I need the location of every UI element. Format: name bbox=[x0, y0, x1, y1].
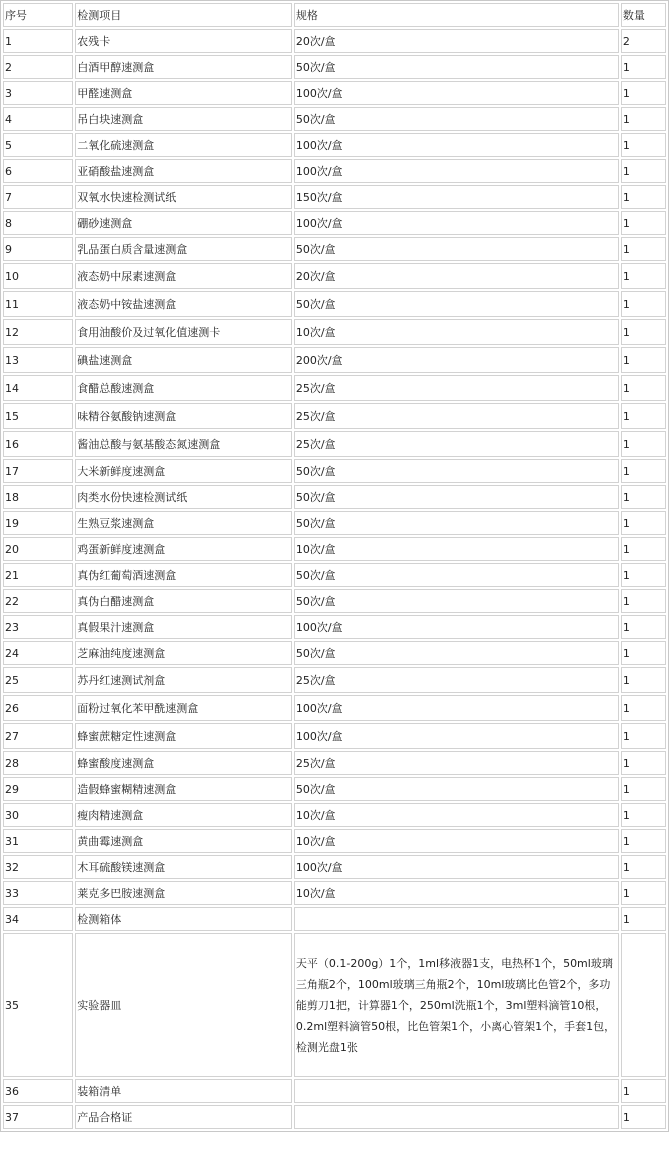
row-spec: 25次/盒 bbox=[294, 751, 619, 775]
table-row bbox=[3, 29, 666, 53]
row-spec: 100次/盒 bbox=[294, 695, 619, 721]
table-row bbox=[3, 537, 666, 561]
row-item: 食醋总酸速测盒 bbox=[75, 375, 292, 401]
row-qty: 1 bbox=[621, 723, 666, 749]
row-qty: 1 bbox=[621, 563, 666, 587]
row-item: 食用油酸价及过氧化值速测卡 bbox=[75, 319, 292, 345]
table-row bbox=[3, 1079, 666, 1103]
row-item: 造假蜂蜜糊精速测盒 bbox=[75, 777, 292, 801]
table-row bbox=[3, 107, 666, 131]
row-spec: 100次/盒 bbox=[294, 615, 619, 639]
row-spec: 50次/盒 bbox=[294, 485, 619, 509]
row-item: 木耳硫酸镁速测盒 bbox=[75, 855, 292, 879]
row-qty: 1 bbox=[621, 667, 666, 693]
row-spec: 10次/盒 bbox=[294, 881, 619, 905]
row-item: 酱油总酸与氨基酸态氮速测盒 bbox=[75, 431, 292, 457]
row-qty: 1 bbox=[621, 347, 666, 373]
row-qty: 1 bbox=[621, 1079, 666, 1103]
row-item: 农残卡 bbox=[75, 29, 292, 53]
row-number: 8 bbox=[3, 211, 73, 235]
row-spec: 100次/盒 bbox=[294, 133, 619, 157]
row-number: 6 bbox=[3, 159, 73, 183]
row-item: 大米新鲜度速测盒 bbox=[75, 459, 292, 483]
row-qty: 1 bbox=[621, 803, 666, 827]
row-item: 芝麻油纯度速测盒 bbox=[75, 641, 292, 665]
row-spec bbox=[294, 907, 619, 931]
row-spec bbox=[294, 1105, 619, 1129]
row-number: 16 bbox=[3, 431, 73, 457]
table-row bbox=[3, 511, 666, 535]
table-row bbox=[3, 55, 666, 79]
row-number: 37 bbox=[3, 1105, 73, 1129]
row-number: 31 bbox=[3, 829, 73, 853]
table-header-row bbox=[3, 3, 666, 27]
table-row bbox=[3, 695, 666, 721]
row-qty: 1 bbox=[621, 431, 666, 457]
row-spec: 50次/盒 bbox=[294, 55, 619, 79]
header-item: 检测项目 bbox=[75, 3, 292, 27]
table-row bbox=[3, 319, 666, 345]
row-spec: 50次/盒 bbox=[294, 237, 619, 261]
row-qty: 1 bbox=[621, 907, 666, 931]
row-item: 液态奶中铵盐速测盒 bbox=[75, 291, 292, 317]
row-number: 36 bbox=[3, 1079, 73, 1103]
row-item: 蜂蜜蔗糖定性速测盒 bbox=[75, 723, 292, 749]
table-row bbox=[3, 751, 666, 775]
row-number: 24 bbox=[3, 641, 73, 665]
row-qty: 1 bbox=[621, 459, 666, 483]
row-qty: 1 bbox=[621, 589, 666, 613]
table-row bbox=[3, 803, 666, 827]
row-qty: 1 bbox=[621, 263, 666, 289]
table-row bbox=[3, 237, 666, 261]
row-spec: 50次/盒 bbox=[294, 777, 619, 801]
row-spec: 100次/盒 bbox=[294, 855, 619, 879]
table-row bbox=[3, 855, 666, 879]
table-row bbox=[3, 933, 666, 1077]
row-qty: 1 bbox=[621, 511, 666, 535]
row-number: 10 bbox=[3, 263, 73, 289]
header-qty: 数量 bbox=[621, 3, 666, 27]
row-item: 碘盐速测盒 bbox=[75, 347, 292, 373]
table-row bbox=[3, 777, 666, 801]
row-qty: 1 bbox=[621, 615, 666, 639]
row-spec: 25次/盒 bbox=[294, 375, 619, 401]
row-number: 23 bbox=[3, 615, 73, 639]
row-spec: 25次/盒 bbox=[294, 403, 619, 429]
table-row bbox=[3, 347, 666, 373]
table-row bbox=[3, 403, 666, 429]
row-item: 鸡蛋新鲜度速测盒 bbox=[75, 537, 292, 561]
row-number: 29 bbox=[3, 777, 73, 801]
row-spec: 10次/盒 bbox=[294, 319, 619, 345]
table-row bbox=[3, 459, 666, 483]
row-qty: 1 bbox=[621, 829, 666, 853]
row-item: 白酒甲醇速测盒 bbox=[75, 55, 292, 79]
row-item: 味精谷氨酸钠速测盒 bbox=[75, 403, 292, 429]
row-spec: 50次/盒 bbox=[294, 641, 619, 665]
row-item: 吊白块速测盒 bbox=[75, 107, 292, 131]
row-number: 26 bbox=[3, 695, 73, 721]
row-item: 实验器皿 bbox=[75, 933, 292, 1077]
row-qty: 1 bbox=[621, 319, 666, 345]
table-row bbox=[3, 291, 666, 317]
row-number: 32 bbox=[3, 855, 73, 879]
row-spec: 25次/盒 bbox=[294, 667, 619, 693]
row-item: 黄曲霉速测盒 bbox=[75, 829, 292, 853]
row-spec: 50次/盒 bbox=[294, 291, 619, 317]
row-qty: 1 bbox=[621, 185, 666, 209]
row-number: 1 bbox=[3, 29, 73, 53]
row-qty: 1 bbox=[621, 107, 666, 131]
row-qty: 1 bbox=[621, 1105, 666, 1129]
table-row bbox=[3, 431, 666, 457]
row-spec: 150次/盒 bbox=[294, 185, 619, 209]
row-item: 硼砂速测盒 bbox=[75, 211, 292, 235]
row-item: 装箱清单 bbox=[75, 1079, 292, 1103]
table-row bbox=[3, 133, 666, 157]
row-number: 18 bbox=[3, 485, 73, 509]
row-number: 33 bbox=[3, 881, 73, 905]
row-number: 34 bbox=[3, 907, 73, 931]
row-number: 17 bbox=[3, 459, 73, 483]
table-row bbox=[3, 1105, 666, 1129]
row-spec: 100次/盒 bbox=[294, 159, 619, 183]
row-spec: 25次/盒 bbox=[294, 431, 619, 457]
row-qty: 1 bbox=[621, 855, 666, 879]
row-spec: 10次/盒 bbox=[294, 803, 619, 827]
row-spec: 20次/盒 bbox=[294, 29, 619, 53]
row-number: 25 bbox=[3, 667, 73, 693]
row-item: 液态奶中尿素速测盒 bbox=[75, 263, 292, 289]
row-number: 12 bbox=[3, 319, 73, 345]
row-item: 检测箱体 bbox=[75, 907, 292, 931]
row-item: 真伪红葡萄酒速测盒 bbox=[75, 563, 292, 587]
table-row bbox=[3, 485, 666, 509]
row-item: 产品合格证 bbox=[75, 1105, 292, 1129]
table-row bbox=[3, 589, 666, 613]
row-spec: 100次/盒 bbox=[294, 723, 619, 749]
row-spec: 50次/盒 bbox=[294, 589, 619, 613]
table-row bbox=[3, 881, 666, 905]
row-qty: 1 bbox=[621, 211, 666, 235]
row-qty: 1 bbox=[621, 641, 666, 665]
row-spec: 100次/盒 bbox=[294, 81, 619, 105]
row-item: 肉类水份快速检测试纸 bbox=[75, 485, 292, 509]
row-qty: 1 bbox=[621, 375, 666, 401]
row-number: 4 bbox=[3, 107, 73, 131]
row-number: 11 bbox=[3, 291, 73, 317]
table-row bbox=[3, 615, 666, 639]
row-qty: 1 bbox=[621, 55, 666, 79]
row-qty: 1 bbox=[621, 159, 666, 183]
row-qty bbox=[621, 933, 666, 1077]
row-item: 瘦肉精速测盒 bbox=[75, 803, 292, 827]
row-number: 27 bbox=[3, 723, 73, 749]
row-number: 13 bbox=[3, 347, 73, 373]
row-item: 双氧水快速检测试纸 bbox=[75, 185, 292, 209]
row-spec: 200次/盒 bbox=[294, 347, 619, 373]
row-spec: 10次/盒 bbox=[294, 829, 619, 853]
row-number: 9 bbox=[3, 237, 73, 261]
row-qty: 2 bbox=[621, 29, 666, 53]
table-row bbox=[3, 159, 666, 183]
table-row bbox=[3, 907, 666, 931]
row-item: 乳品蛋白质含量速测盒 bbox=[75, 237, 292, 261]
row-qty: 1 bbox=[621, 485, 666, 509]
row-number: 21 bbox=[3, 563, 73, 587]
row-qty: 1 bbox=[621, 537, 666, 561]
row-spec: 50次/盒 bbox=[294, 563, 619, 587]
table-row bbox=[3, 723, 666, 749]
row-number: 22 bbox=[3, 589, 73, 613]
row-number: 5 bbox=[3, 133, 73, 157]
row-spec bbox=[294, 1079, 619, 1103]
table-row bbox=[3, 81, 666, 105]
table-row bbox=[3, 641, 666, 665]
row-qty: 1 bbox=[621, 133, 666, 157]
table-row bbox=[3, 375, 666, 401]
row-qty: 1 bbox=[621, 695, 666, 721]
row-item: 莱克多巴胺速测盒 bbox=[75, 881, 292, 905]
row-qty: 1 bbox=[621, 777, 666, 801]
row-qty: 1 bbox=[621, 291, 666, 317]
table-row bbox=[3, 263, 666, 289]
row-number: 7 bbox=[3, 185, 73, 209]
row-number: 14 bbox=[3, 375, 73, 401]
row-spec: 10次/盒 bbox=[294, 537, 619, 561]
row-number: 2 bbox=[3, 55, 73, 79]
row-number: 35 bbox=[3, 933, 73, 1077]
table-row bbox=[3, 667, 666, 693]
row-qty: 1 bbox=[621, 403, 666, 429]
row-number: 20 bbox=[3, 537, 73, 561]
row-qty: 1 bbox=[621, 237, 666, 261]
row-spec: 50次/盒 bbox=[294, 459, 619, 483]
table-row bbox=[3, 185, 666, 209]
row-number: 3 bbox=[3, 81, 73, 105]
table-row bbox=[3, 211, 666, 235]
row-spec: 100次/盒 bbox=[294, 211, 619, 235]
row-qty: 1 bbox=[621, 81, 666, 105]
row-number: 15 bbox=[3, 403, 73, 429]
row-number: 19 bbox=[3, 511, 73, 535]
row-number: 30 bbox=[3, 803, 73, 827]
row-item: 二氧化硫速测盒 bbox=[75, 133, 292, 157]
row-item: 蜂蜜酸度速测盒 bbox=[75, 751, 292, 775]
row-qty: 1 bbox=[621, 751, 666, 775]
row-item: 甲醛速测盒 bbox=[75, 81, 292, 105]
row-item: 苏丹红速测试剂盒 bbox=[75, 667, 292, 693]
row-spec: 50次/盒 bbox=[294, 107, 619, 131]
header-spec: 规格 bbox=[294, 3, 619, 27]
row-number: 28 bbox=[3, 751, 73, 775]
header-no: 序号 bbox=[3, 3, 73, 27]
row-item: 真伪白醋速测盒 bbox=[75, 589, 292, 613]
row-item: 真假果汁速测盒 bbox=[75, 615, 292, 639]
row-spec: 20次/盒 bbox=[294, 263, 619, 289]
table-row bbox=[3, 563, 666, 587]
row-item: 生熟豆浆速测盒 bbox=[75, 511, 292, 535]
row-item: 面粉过氧化苯甲酰速测盒 bbox=[75, 695, 292, 721]
row-spec: 天平（0.1-200g）1个，1ml移液器1支，电热杯1个，50ml玻璃三角瓶2个，100ml玻璃三角瓶2个，10ml玻璃比色管2个，多功能剪刀1把，计算器1个，250ml洗瓶1个，3ml塑料滴管10根，0.2ml塑料滴管50根，比色管架1个，小离心管架1个，手套1包，检测光盘1张 bbox=[294, 933, 619, 1077]
row-item: 亚硝酸盐速测盒 bbox=[75, 159, 292, 183]
row-qty: 1 bbox=[621, 881, 666, 905]
row-spec: 50次/盒 bbox=[294, 511, 619, 535]
table-row bbox=[3, 829, 666, 853]
